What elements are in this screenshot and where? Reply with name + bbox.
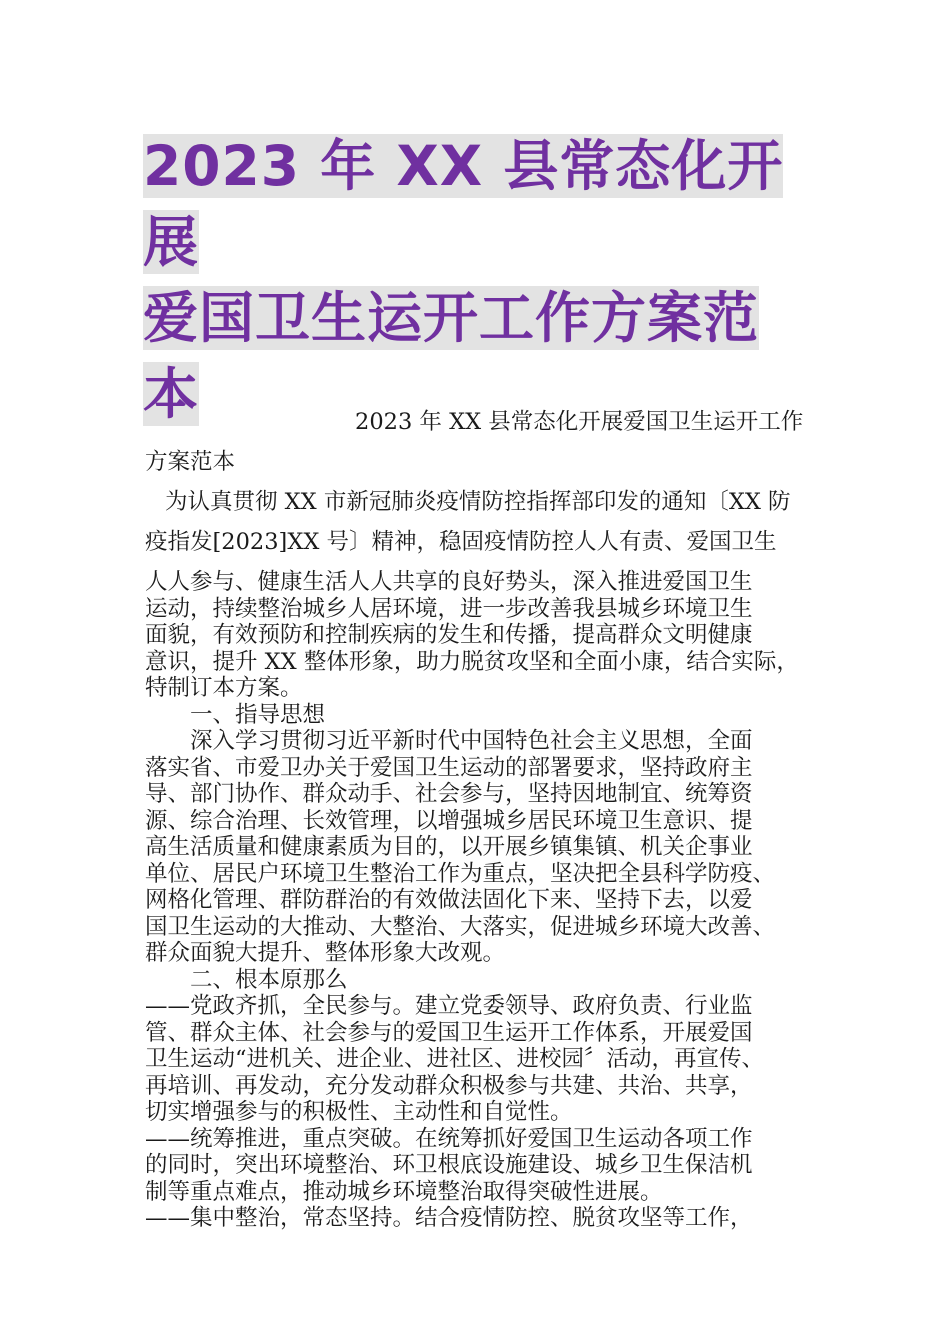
paragraph-line: 特制订本方案。 <box>145 675 303 701</box>
paragraph-line: 高生活质量和健康素质为目的，以开展乡镇集镇、机关企事业 <box>145 834 753 860</box>
document-intro <box>145 402 811 562</box>
paragraph-line: 单位、居民户环境卫生整治工作为重点，坚决把全县科学防疫、 <box>145 860 776 887</box>
title-line-2: 爱国卫生运开工作方案范 <box>143 286 760 350</box>
paragraph-line: 群众面貌大提升、整体形象大改观。 <box>145 940 506 966</box>
paragraph-line: 源、综合治理、长效管理，以增强城乡居民环境卫生意识、提 <box>145 807 753 834</box>
paragraph-line: ——统筹推进，重点突破。在统筹抓好爱国卫生运动各项工作 <box>145 1125 753 1152</box>
paragraph-line: ——党政齐抓，全民参与。建立党委领导、政府负责、行业监 <box>145 993 753 1019</box>
paragraph-line: 落实省、市爱卫办关于爱国卫生运动的部署要求，坚持政府主 <box>145 754 753 781</box>
paragraph-line: 面貌，有效预防和控制疾病的发生和传播，提高群众文明健康 <box>145 622 753 648</box>
paragraph-line: ——集中整治，常态坚持。结合疫情防控、脱贫攻坚等工作， <box>145 1205 753 1231</box>
paragraph-line: 为认真贯彻 XX 市新冠肺炎疫情防控指挥部印发的通知〔XX 防 <box>165 489 791 515</box>
paragraph-line: 的同时，突出环境整治、环卫根底设施建设、城乡卫生保洁机 <box>145 1152 753 1178</box>
paragraph-line: 2023 年 XX 县常态化开展爱国卫生运开工作 <box>355 409 804 435</box>
paragraph-line: 管、群众主体、社会参与的爱国卫生运开工作体系，开展爱国 <box>145 1019 753 1046</box>
paragraph-line: 卫生运动“进机关、进企业、进社区、进校园〞活动，再宣传、 <box>145 1046 765 1072</box>
document-body <box>145 569 811 1232</box>
paragraph-line: 再培训、再发动，充分发动群众积极参与共建、共治、共享， <box>145 1072 753 1099</box>
title-line-1: 2023 年 XX 县常态化开展 <box>143 134 784 274</box>
page-title <box>143 128 813 432</box>
paragraph-line: 切实增强参与的积极性、主动性和自觉性。 <box>145 1099 573 1125</box>
paragraph-line: 运动，持续整治城乡人居环境，进一步改善我县城乡环境卫生 <box>145 595 753 622</box>
paragraph-line: 疫指发[2023]XX 号〕精神，稳固疫情防控人人有责、爱国卫生 <box>145 529 777 555</box>
paragraph-line: 方案范本 <box>145 449 236 475</box>
paragraph-line: 导、部门协作、群众动手、社会参与，坚持因地制宜、统筹资 <box>145 781 753 807</box>
paragraph-line: 制等重点难点，推动城乡环境整治取得突破性进展。 <box>145 1178 663 1205</box>
title-line-3: 本 <box>143 362 200 426</box>
paragraph-line: 国卫生运动的大推动、大整治、大落实，促进城乡环境大改善、 <box>145 913 776 940</box>
paragraph-line: 二、根本原那么 <box>190 966 348 993</box>
paragraph-line: 人人参与、健康生活人人共享的良好势头，深入推进爱国卫生 <box>145 569 753 595</box>
paragraph-line: 深入学习贯彻习近平新时代中国特色社会主义思想，全面 <box>190 728 753 754</box>
paragraph-line: 一、指导思想 <box>190 701 326 728</box>
paragraph-line: 网格化管理、群防群治的有效做法固化下来、坚持下去，以爱 <box>145 887 753 913</box>
paragraph-line: 意识，提升 XX 整体形象，助力脱贫攻坚和全面小康，结合实际， <box>145 648 799 675</box>
